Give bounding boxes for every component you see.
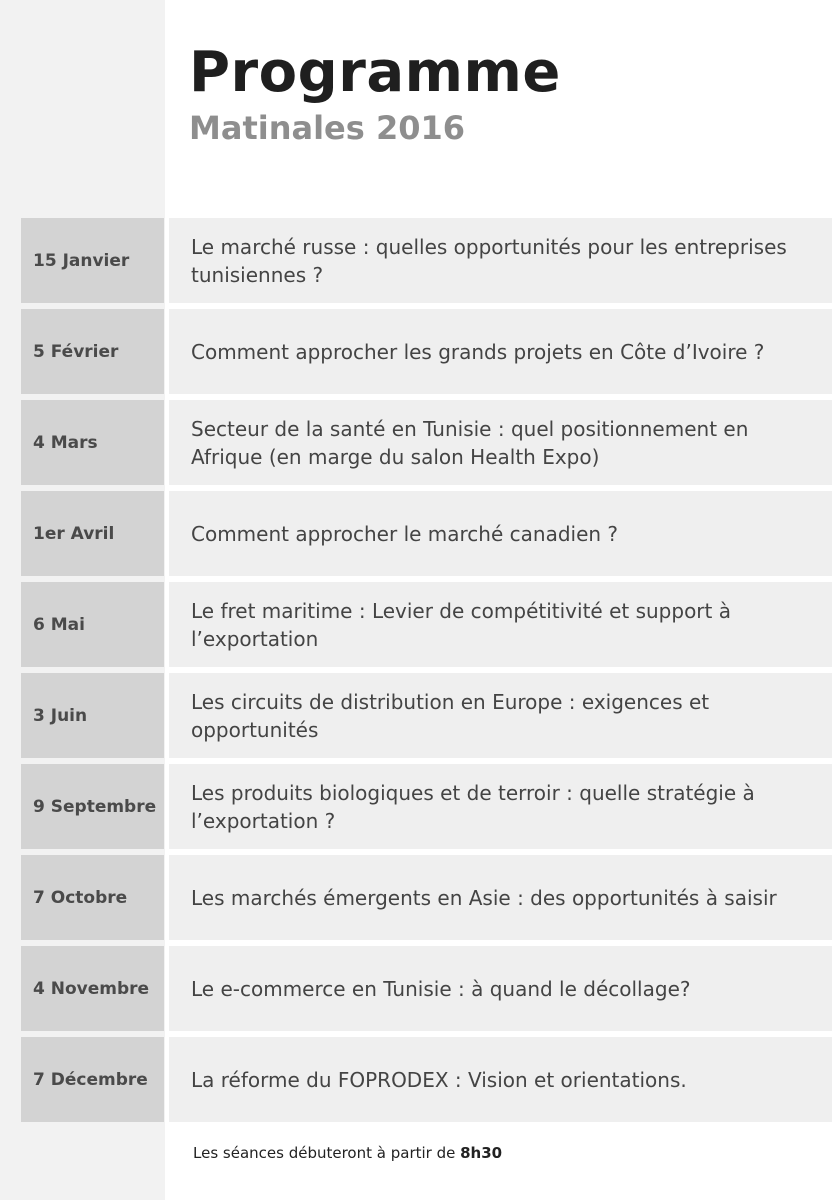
session-topic: Le marché russe : quelles opportunités pour les entreprises tunisiennes ?: [169, 218, 832, 303]
session-topic: Comment approcher les grands projets en Côte d’Ivoire ?: [169, 309, 832, 394]
session-date: 4 Mars: [21, 400, 164, 485]
page-header: [189, 40, 561, 148]
session-topic: Le fret maritime : Levier de compétitivité et support à l’exportation: [169, 582, 832, 667]
session-topic: Les produits biologiques et de terroir : quelle stratégie à l’exportation ?: [169, 764, 832, 849]
session-date: 6 Mai: [21, 582, 164, 667]
session-topic: Les marchés émergents en Asie : des opportunités à saisir: [169, 855, 832, 940]
session-date: 3 Juin: [21, 673, 164, 758]
schedule-row: [21, 673, 832, 758]
schedule-row: [21, 764, 832, 849]
session-topic: Le e-commerce en Tunisie : à quand le décollage?: [169, 946, 832, 1031]
session-date: 5 Février: [21, 309, 164, 394]
schedule-row: [21, 946, 832, 1031]
session-topic: La réforme du FOPRODEX : Vision et orientations.: [169, 1037, 832, 1122]
schedule-row: [21, 855, 832, 940]
session-date: 15 Janvier: [21, 218, 164, 303]
footer-note: [193, 1144, 502, 1162]
footer-time: 8h30: [460, 1144, 503, 1162]
session-topic: Les circuits de distribution en Europe : exigences et opportunités: [169, 673, 832, 758]
page-title: Programme: [189, 40, 561, 105]
schedule-row: [21, 218, 832, 303]
schedule-row: [21, 582, 832, 667]
schedule-row: [21, 309, 832, 394]
footer-text: Les séances débuteront à partir de: [193, 1144, 456, 1162]
session-date: 9 Septembre: [21, 764, 164, 849]
session-date: 7 Octobre: [21, 855, 164, 940]
session-date: 1er Avril: [21, 491, 164, 576]
schedule-row: [21, 1037, 832, 1122]
session-date: 7 Décembre: [21, 1037, 164, 1122]
schedule-table: [21, 218, 832, 1128]
page-subtitle: Matinales 2016: [189, 109, 465, 147]
session-date: 4 Novembre: [21, 946, 164, 1031]
session-topic: Secteur de la santé en Tunisie : quel positionnement en Afrique (en marge du salon Health Expo): [169, 400, 832, 485]
schedule-row: [21, 400, 832, 485]
schedule-row: [21, 491, 832, 576]
session-topic: Comment approcher le marché canadien ?: [169, 491, 832, 576]
